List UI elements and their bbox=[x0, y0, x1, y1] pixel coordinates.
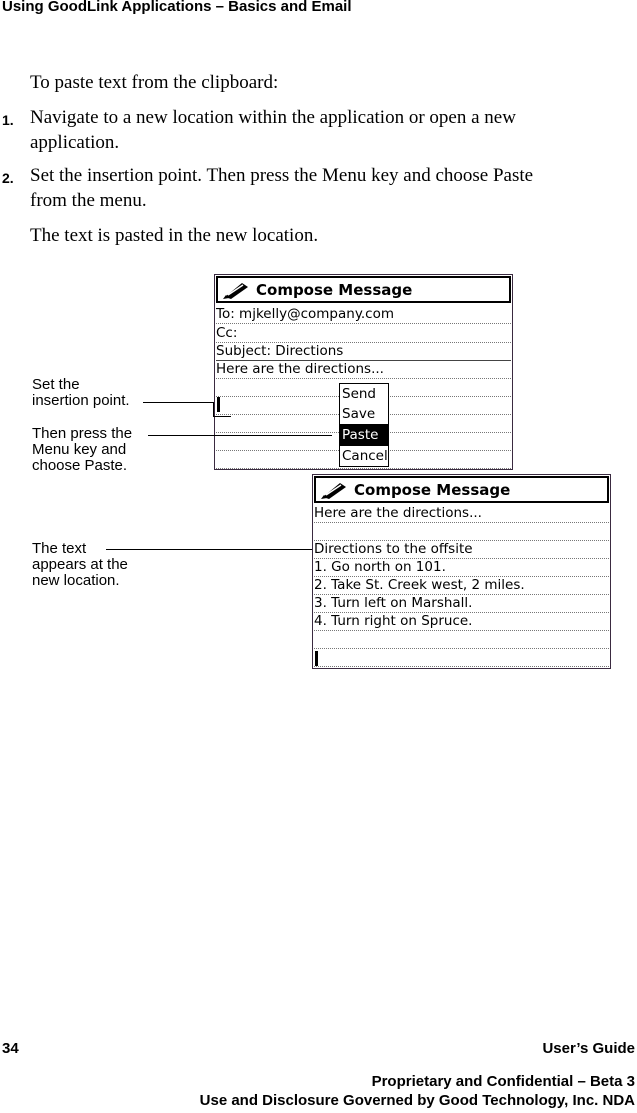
body-line-5[interactable]: 2. Take St. Creek west, 2 miles. bbox=[314, 576, 609, 595]
edit-menu bbox=[339, 383, 389, 467]
compose-screen-2 bbox=[312, 474, 611, 669]
step-1-number: 1. bbox=[2, 112, 14, 128]
title-bar bbox=[314, 476, 609, 503]
callout-appears: The text appears at the new location. bbox=[32, 540, 128, 589]
title-bar bbox=[216, 276, 511, 303]
running-header: Using GoodLink Applications – Basics and Email bbox=[2, 0, 352, 15]
guide-title: User’s Guide bbox=[542, 1040, 635, 1057]
menu-item-cancel[interactable]: Cancel bbox=[340, 445, 388, 466]
step-2-line-2: from the menu. bbox=[30, 190, 147, 211]
body-line-2[interactable] bbox=[314, 522, 609, 541]
step-1-line-1: Navigate to a new location within the application or open a new bbox=[30, 107, 516, 128]
window-title: Compose Message bbox=[354, 481, 511, 499]
step-2-number: 2. bbox=[2, 170, 14, 186]
cc-field[interactable]: Cc: bbox=[216, 324, 511, 343]
body-line-9[interactable] bbox=[314, 648, 609, 667]
body-line-4[interactable]: 1. Go north on 101. bbox=[314, 558, 609, 577]
menu-item-paste[interactable]: Paste bbox=[340, 424, 388, 445]
body-line-8[interactable] bbox=[314, 630, 609, 649]
pen-icon bbox=[222, 280, 252, 300]
subject-field[interactable]: Subject: Directions bbox=[216, 342, 511, 361]
callout-menu-line bbox=[148, 435, 332, 436]
body-line-6[interactable]: 3. Turn left on Marshall. bbox=[314, 594, 609, 613]
page-number: 34 bbox=[2, 1040, 19, 1057]
callout-menu: Then press the Menu key and choose Paste. bbox=[32, 425, 133, 474]
body-line[interactable]: Here are the directions... bbox=[216, 360, 511, 379]
footer-nda: Use and Disclosure Governed by Good Technology, Inc. NDA bbox=[199, 1092, 635, 1109]
pen-icon bbox=[320, 480, 350, 500]
body-line-1[interactable]: Here are the directions... bbox=[314, 504, 609, 523]
result-text: The text is pasted in the new location. bbox=[30, 225, 319, 246]
step-1-line-2: application. bbox=[30, 132, 120, 153]
body-line-7[interactable]: 4. Turn right on Spruce. bbox=[314, 612, 609, 631]
callout-insertion-line-end bbox=[213, 416, 231, 417]
insertion-cursor bbox=[217, 397, 220, 412]
menu-item-save[interactable]: Save bbox=[342, 406, 376, 422]
to-field[interactable]: To: mjkelly@company.com bbox=[216, 305, 511, 324]
menu-item-send[interactable]: Send bbox=[342, 386, 377, 402]
body-line-3[interactable]: Directions to the offsite bbox=[314, 540, 609, 559]
footer-confidential: Proprietary and Confidential – Beta 3 bbox=[371, 1073, 635, 1090]
insertion-cursor bbox=[315, 651, 318, 666]
callout-insertion-line bbox=[143, 402, 213, 403]
callout-insertion-line-drop bbox=[213, 402, 214, 416]
callout-insertion: Set the insertion point. bbox=[32, 376, 130, 409]
compose-screen-1 bbox=[214, 274, 513, 470]
intro-text: To paste text from the clipboard: bbox=[30, 72, 279, 93]
callout-appears-line bbox=[106, 549, 312, 550]
window-title: Compose Message bbox=[256, 281, 413, 299]
step-2-line-1: Set the insertion point. Then press the Menu key and choose Paste bbox=[30, 165, 534, 186]
